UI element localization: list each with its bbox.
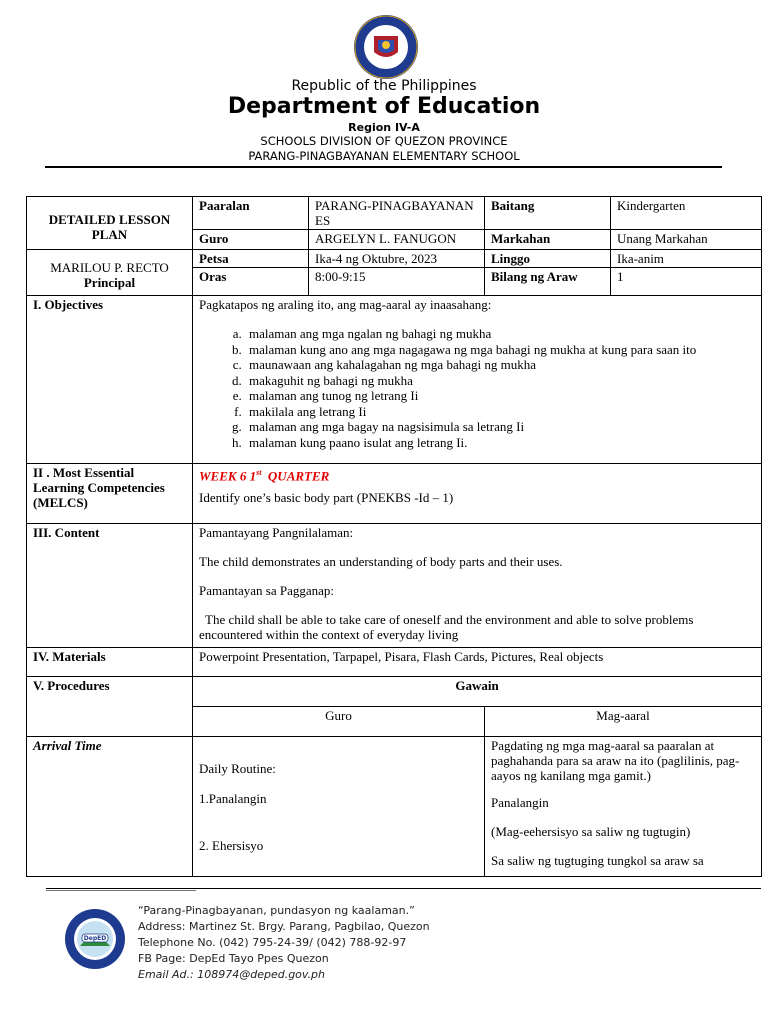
lesson-plan-table [26, 196, 762, 877]
baitang-value: Kindergarten [611, 197, 762, 230]
objective-item: e. malaman ang tunog ng letrang Ii [245, 388, 755, 404]
guro-value: ARGELYN L. FANUGON [309, 230, 485, 250]
oras-value: 8:00-9:15 [309, 268, 485, 296]
school-line: PARANG-PINAGBAYANAN ELEMENTARY SCHOOL [248, 149, 520, 163]
svg-text:DepED: DepED [83, 935, 107, 942]
objective-item: g. malaman ang mga bagay na nagsisimula sa letrang Ii [245, 419, 755, 435]
arrival-time-label: Arrival Time [27, 737, 193, 877]
objectives-cell [193, 296, 762, 464]
daily-routine: Daily Routine: [199, 761, 276, 776]
melcs-label: II . Most Essential Learning Competencies (MELCS) [27, 464, 193, 524]
markahan-label: Markahan [485, 230, 611, 250]
objectives-list [199, 326, 755, 450]
guro-label: Guro [193, 230, 309, 250]
school-logo [60, 908, 130, 970]
objectives-intro: Pagkatapos ng araling ito, ang mag-aaral ay inaasahang: [199, 297, 492, 312]
footer-contact [138, 903, 430, 983]
header-divider [45, 166, 722, 168]
content-standard-heading: Pamantayang Pangnilalaman: [199, 525, 354, 540]
principal-role: Principal [83, 275, 136, 290]
routine-panalangin: 1.Panalangin [199, 791, 267, 806]
deped-seal-logo [348, 14, 424, 80]
plan-title: DETAILED LESSON PLAN [27, 197, 193, 250]
content-standard-text: The child demonstrates an understanding of body parts and their uses. [199, 554, 563, 569]
objective-item: a. malaman ang mga ngalan ng bahagi ng mukha [245, 326, 755, 342]
footer-email: Email Ad.: 108974@deped.gov.ph [138, 968, 325, 981]
objective-item: h. malaman kung paano isulat ang letrang Ii. [245, 435, 755, 451]
footer-fb-page: FB Page: DepEd Tayo Ppes Quezon [138, 952, 329, 965]
principal-name: MARILOU P. RECTO [50, 260, 169, 275]
linggo-value: Ika-anim [611, 250, 762, 268]
paaralan-label: Paaralan [193, 197, 309, 230]
republic-line: Republic of the Philippines [291, 78, 477, 94]
arrival-guro-cell [193, 737, 485, 877]
routine-ehersisyo: 2. Ehersisyo [199, 838, 264, 853]
principal-cell [27, 250, 193, 296]
footer-motto: “Parang-Pinagbayanan, pundasyon ng kaalaman.” [138, 904, 415, 917]
division-line: SCHOOLS DIVISION OF QUEZON PROVINCE [260, 134, 508, 148]
footer-divider-accent [46, 890, 196, 891]
araw-value: 1 [611, 268, 762, 296]
guro-column-heading: Guro [193, 707, 485, 737]
objective-item: c. maunawaan ang kahalagahan ng mga bahagi ng mukha [245, 357, 755, 373]
department-title: Department of Education [227, 94, 541, 119]
gawain-heading: Gawain [193, 677, 762, 707]
content-cell [193, 524, 762, 648]
mag-aaral-arrival-text: Pagdating ng mga mag-aaral sa paaralan at paghahanda para sa araw na ito (paglilinis, pag-aayos ng kanilang mga gamit.) [491, 738, 740, 783]
mag-aaral-column-heading: Mag-aaral [485, 707, 762, 737]
linggo-label: Linggo [485, 250, 611, 268]
footer-address: Address: Martinez St. Brgy. Parang, Pagbilao, Quezon [138, 920, 430, 933]
araw-label: Bilang ng Araw [485, 268, 611, 296]
mag-aaral-panalangin: Panalangin [491, 795, 549, 810]
objectives-label: I. Objectives [27, 296, 193, 464]
performance-standard-heading: Pamantayan sa Pagganap: [199, 583, 335, 598]
mag-aaral-saliw: Sa saliw ng tugtuging tungkol sa araw sa [491, 853, 704, 868]
mag-aaral-ehersisyo: (Mag-eehersisyo sa saliw ng tugtugin) [491, 824, 691, 839]
week-quarter: WEEK 6 1st QUARTER [199, 468, 330, 484]
region-line: Region IV-A [348, 121, 420, 134]
melcs-text: Identify one’s basic body part (PNEKBS -Id – 1) [199, 490, 454, 506]
content-label: III. Content [27, 524, 193, 648]
materials-label: IV. Materials [27, 648, 193, 677]
materials-text: Powerpoint Presentation, Tarpapel, Pisara, Flash Cards, Pictures, Real objects [193, 648, 762, 677]
objective-item: f. makilala ang letrang Ii [245, 404, 755, 420]
footer-telephone: Telephone No. (042) 795-24-39/ (042) 788-92-97 [138, 936, 407, 949]
objective-item: b. malaman kung ano ang mga nagagawa ng mga bahagi ng mukha at kung para saan ito [245, 342, 755, 358]
procedures-label: V. Procedures [27, 677, 193, 737]
performance-standard-text: The child shall be able to take care of oneself and the environment and able to solve problems encountered within the context of everyday living [199, 612, 694, 642]
markahan-value: Unang Markahan [611, 230, 762, 250]
footer-divider [46, 888, 761, 889]
petsa-label: Petsa [193, 250, 309, 268]
baitang-label: Baitang [485, 197, 611, 230]
oras-label: Oras [193, 268, 309, 296]
petsa-value: Ika-4 ng Oktubre, 2023 [309, 250, 485, 268]
arrival-mag-aaral-cell [485, 737, 762, 877]
objective-item: d. makaguhit ng bahagi ng mukha [245, 373, 755, 389]
paaralan-value: PARANG-PINAGBAYANAN ES [309, 197, 485, 230]
melcs-cell [193, 464, 762, 524]
